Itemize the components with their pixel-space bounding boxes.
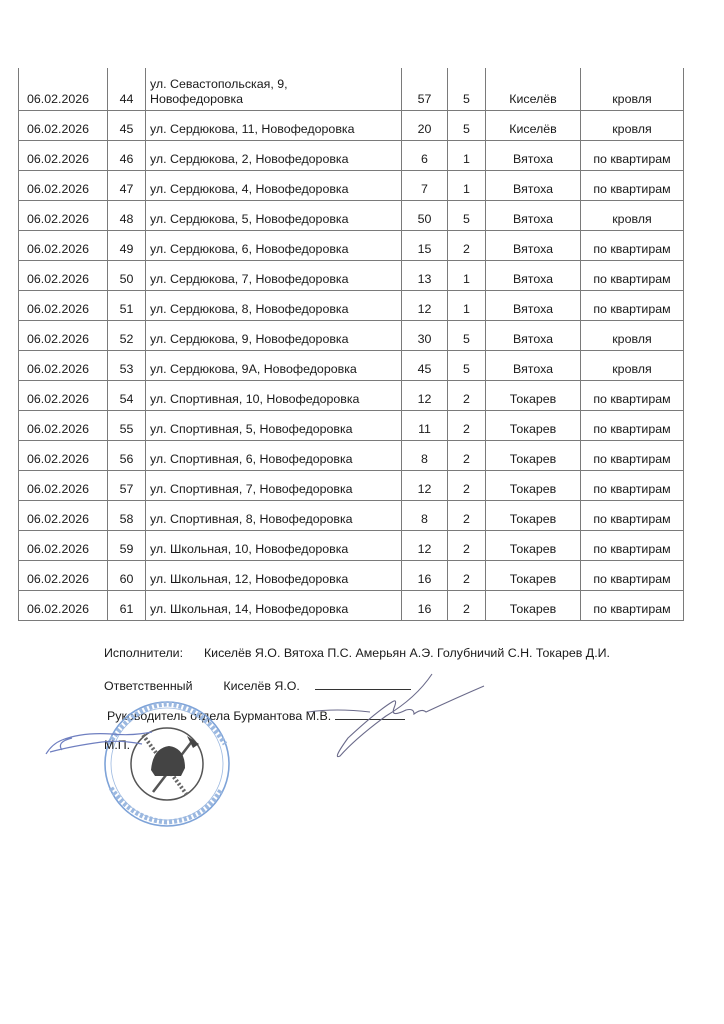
date-cell: 06.02.2026 xyxy=(19,351,108,381)
work-type-cell: по квартирам xyxy=(581,261,684,291)
number-cell: 55 xyxy=(108,411,146,441)
work-type-cell: по квартирам xyxy=(581,411,684,441)
count-cell: 2 xyxy=(448,501,486,531)
date-cell: 06.02.2026 xyxy=(19,231,108,261)
count-cell: 2 xyxy=(448,231,486,261)
responsible-label: Ответственный xyxy=(104,679,193,693)
address-cell: ул. Спортивная, 10, Новофедоровка xyxy=(146,381,402,411)
table-row xyxy=(19,171,684,201)
number-cell: 44 xyxy=(108,68,146,111)
work-type-cell: по квартирам xyxy=(581,171,684,201)
address-cell: ул. Сердюкова, 2, Новофедоровка xyxy=(146,141,402,171)
date-cell: 06.02.2026 xyxy=(19,531,108,561)
inspector-cell: Токарев xyxy=(486,531,581,561)
table-row xyxy=(19,441,684,471)
table-row xyxy=(19,411,684,441)
work-type-cell: кровля xyxy=(581,201,684,231)
date-cell: 06.02.2026 xyxy=(19,68,108,111)
table-row xyxy=(19,321,684,351)
table-row xyxy=(19,471,684,501)
stamp-signature-icon xyxy=(42,724,162,760)
count-cell: 1 xyxy=(448,261,486,291)
number-cell: 54 xyxy=(108,381,146,411)
address-cell: ул. Спортивная, 8, Новофедоровка xyxy=(146,501,402,531)
count-cell: 5 xyxy=(448,111,486,141)
quantity-cell: 16 xyxy=(402,561,448,591)
quantity-cell: 12 xyxy=(402,381,448,411)
address-cell: ул. Сердюкова, 7, Новофедоровка xyxy=(146,261,402,291)
date-cell: 06.02.2026 xyxy=(19,441,108,471)
work-type-cell: кровля xyxy=(581,351,684,381)
number-cell: 60 xyxy=(108,561,146,591)
quantity-cell: 16 xyxy=(402,591,448,621)
table-row xyxy=(19,201,684,231)
table-row xyxy=(19,111,684,141)
number-cell: 46 xyxy=(108,141,146,171)
count-cell: 2 xyxy=(448,561,486,591)
inspector-cell: Токарев xyxy=(486,381,581,411)
address-cell: ул. Сердюкова, 6, Новофедоровка xyxy=(146,231,402,261)
table-row xyxy=(19,381,684,411)
table-row xyxy=(19,501,684,531)
quantity-cell: 12 xyxy=(402,291,448,321)
number-cell: 52 xyxy=(108,321,146,351)
work-type-cell: по квартирам xyxy=(581,501,684,531)
count-cell: 2 xyxy=(448,411,486,441)
performers-label: Исполнители: xyxy=(104,646,184,660)
quantity-cell: 11 xyxy=(402,411,448,441)
quantity-cell: 8 xyxy=(402,501,448,531)
inspector-cell: Вятоха xyxy=(486,141,581,171)
table-row xyxy=(19,531,684,561)
table-row xyxy=(19,561,684,591)
date-cell: 06.02.2026 xyxy=(19,411,108,441)
count-cell: 5 xyxy=(448,68,486,111)
work-type-cell: кровля xyxy=(581,111,684,141)
quantity-cell: 45 xyxy=(402,351,448,381)
table-row xyxy=(19,141,684,171)
number-cell: 58 xyxy=(108,501,146,531)
number-cell: 61 xyxy=(108,591,146,621)
quantity-cell: 50 xyxy=(402,201,448,231)
work-type-cell: по квартирам xyxy=(581,531,684,561)
number-cell: 50 xyxy=(108,261,146,291)
count-cell: 2 xyxy=(448,441,486,471)
date-cell: 06.02.2026 xyxy=(19,321,108,351)
count-cell: 5 xyxy=(448,351,486,381)
inspector-cell: Киселёв xyxy=(486,111,581,141)
work-type-cell: по квартирам xyxy=(581,441,684,471)
inspector-cell: Токарев xyxy=(486,561,581,591)
number-cell: 45 xyxy=(108,111,146,141)
table-row xyxy=(19,591,684,621)
handwritten-signature-icon xyxy=(296,668,486,760)
date-cell: 06.02.2026 xyxy=(19,171,108,201)
inspector-cell: Токарев xyxy=(486,441,581,471)
quantity-cell: 6 xyxy=(402,141,448,171)
count-cell: 1 xyxy=(448,171,486,201)
address-cell: ул. Школьная, 12, Новофедоровка xyxy=(146,561,402,591)
date-cell: 06.02.2026 xyxy=(19,141,108,171)
inspector-cell: Вятоха xyxy=(486,351,581,381)
quantity-cell: 8 xyxy=(402,441,448,471)
address-cell: ул. Сердюкова, 9, Новофедоровка xyxy=(146,321,402,351)
work-type-cell: кровля xyxy=(581,68,684,111)
work-type-cell: кровля xyxy=(581,321,684,351)
address-cell: ул. Спортивная, 5, Новофедоровка xyxy=(146,411,402,441)
date-cell: 06.02.2026 xyxy=(19,111,108,141)
address-cell: ул. Сердюкова, 8, Новофедоровка xyxy=(146,291,402,321)
responsible-name: Киселёв Я.О. xyxy=(223,679,300,693)
performers-line xyxy=(104,646,610,660)
quantity-cell: 15 xyxy=(402,231,448,261)
head-label: Руководитель отдела Бурмантова М.В. xyxy=(107,709,332,723)
work-type-cell: по квартирам xyxy=(581,591,684,621)
inspector-cell: Вятоха xyxy=(486,261,581,291)
count-cell: 1 xyxy=(448,291,486,321)
inspector-cell: Киселёв xyxy=(486,68,581,111)
work-type-cell: по квартирам xyxy=(581,561,684,591)
date-cell: 06.02.2026 xyxy=(19,201,108,231)
count-cell: 1 xyxy=(448,141,486,171)
inspector-cell: Вятоха xyxy=(486,321,581,351)
number-cell: 51 xyxy=(108,291,146,321)
quantity-cell: 7 xyxy=(402,171,448,201)
address-cell: ул. Школьная, 10, Новофедоровка xyxy=(146,531,402,561)
quantity-cell: 20 xyxy=(402,111,448,141)
work-type-cell: по квартирам xyxy=(581,381,684,411)
address-cell: ул. Сердюкова, 9А, Новофедоровка xyxy=(146,351,402,381)
quantity-cell: 13 xyxy=(402,261,448,291)
number-cell: 59 xyxy=(108,531,146,561)
count-cell: 5 xyxy=(448,201,486,231)
date-cell: 06.02.2026 xyxy=(19,261,108,291)
date-cell: 06.02.2026 xyxy=(19,471,108,501)
table-row xyxy=(19,351,684,381)
quantity-cell: 57 xyxy=(402,68,448,111)
address-cell: ул. Спортивная, 6, Новофедоровка xyxy=(146,441,402,471)
inspector-cell: Токарев xyxy=(486,411,581,441)
address-cell: ул. Сердюкова, 5, Новофедоровка xyxy=(146,201,402,231)
inspector-cell: Вятоха xyxy=(486,201,581,231)
seal-label: М.П. xyxy=(104,738,131,752)
date-cell: 06.02.2026 xyxy=(19,591,108,621)
quantity-cell: 12 xyxy=(402,471,448,501)
date-cell: 06.02.2026 xyxy=(19,381,108,411)
date-cell: 06.02.2026 xyxy=(19,561,108,591)
number-cell: 47 xyxy=(108,171,146,201)
table-row xyxy=(19,68,684,111)
table-row xyxy=(19,231,684,261)
inspector-cell: Вятоха xyxy=(486,291,581,321)
table-row xyxy=(19,261,684,291)
count-cell: 2 xyxy=(448,591,486,621)
inspector-cell: Токарев xyxy=(486,591,581,621)
official-stamp-icon xyxy=(93,700,241,828)
work-type-cell: по квартирам xyxy=(581,471,684,501)
count-cell: 2 xyxy=(448,471,486,501)
quantity-cell: 12 xyxy=(402,531,448,561)
quantity-cell: 30 xyxy=(402,321,448,351)
address-cell: ул. Спортивная, 7, Новофедоровка xyxy=(146,471,402,501)
date-cell: 06.02.2026 xyxy=(19,291,108,321)
number-cell: 48 xyxy=(108,201,146,231)
performers-names: Киселёв Я.О. Вятоха П.С. Амерьян А.Э. Голубничий С.Н. Токарев Д.И. xyxy=(203,646,610,660)
number-cell: 57 xyxy=(108,471,146,501)
table-row xyxy=(19,291,684,321)
inspector-cell: Токарев xyxy=(486,501,581,531)
work-type-cell: по квартирам xyxy=(581,231,684,261)
address-cell: ул. Севастопольская, 9, Новофедоровка xyxy=(146,68,402,111)
address-cell: ул. Сердюкова, 11, Новофедоровка xyxy=(146,111,402,141)
number-cell: 53 xyxy=(108,351,146,381)
inspector-cell: Вятоха xyxy=(486,231,581,261)
inspection-table xyxy=(18,68,684,621)
number-cell: 49 xyxy=(108,231,146,261)
inspector-cell: Вятоха xyxy=(486,171,581,201)
address-cell: ул. Сердюкова, 4, Новофедоровка xyxy=(146,171,402,201)
address-cell: ул. Школьная, 14, Новофедоровка xyxy=(146,591,402,621)
number-cell: 56 xyxy=(108,441,146,471)
count-cell: 2 xyxy=(448,381,486,411)
count-cell: 2 xyxy=(448,531,486,561)
date-cell: 06.02.2026 xyxy=(19,501,108,531)
count-cell: 5 xyxy=(448,321,486,351)
work-type-cell: по квартирам xyxy=(581,141,684,171)
work-type-cell: по квартирам xyxy=(581,291,684,321)
inspector-cell: Токарев xyxy=(486,471,581,501)
